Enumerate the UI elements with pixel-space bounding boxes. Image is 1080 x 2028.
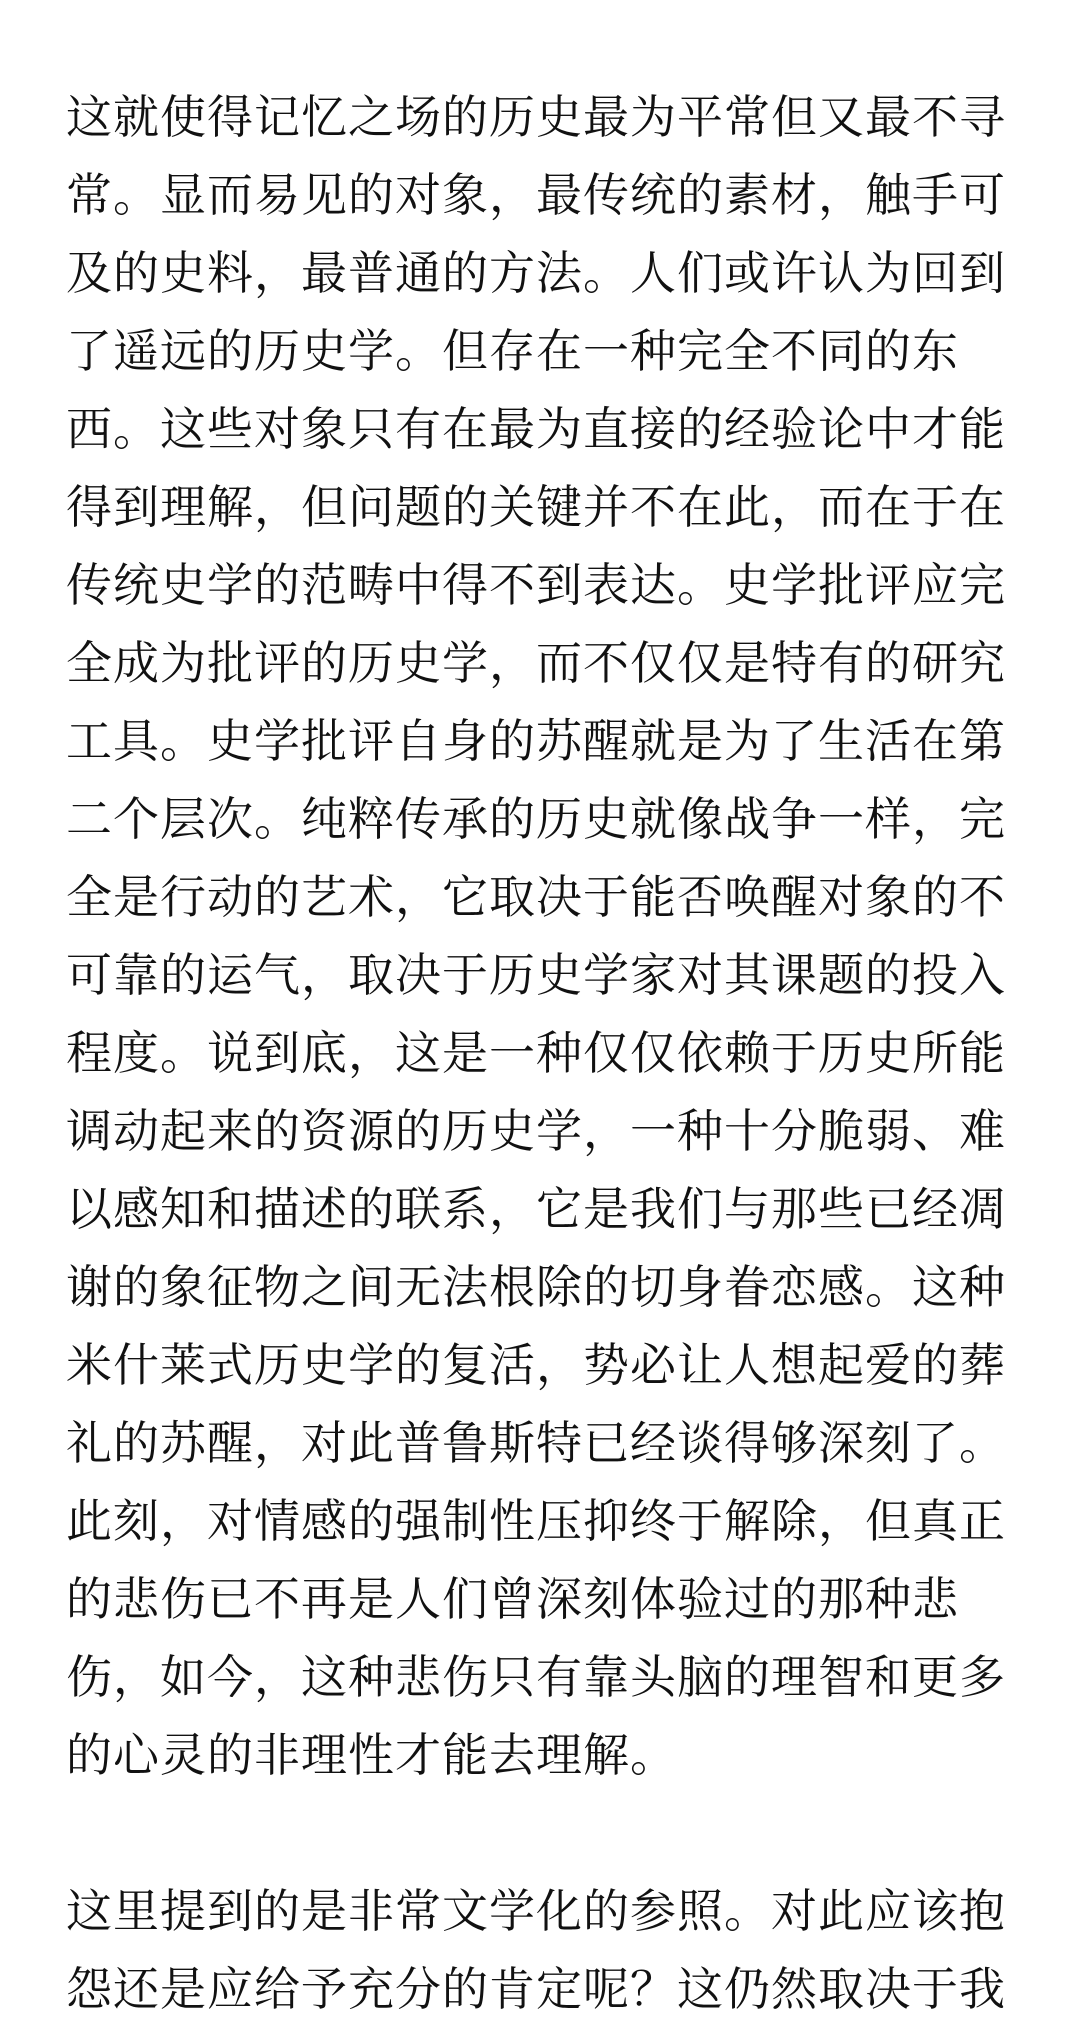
text-line: 怨还是应给予充分的肯定呢？这仍然取决于我 bbox=[66, 1962, 1006, 2016]
text-line: 了遥远的历史学。但存在一种完全不同的东 bbox=[66, 324, 959, 378]
text-line: 工具。史学批评自身的苏醒就是为了生活在第 bbox=[66, 714, 1006, 768]
text-line: 全是行动的艺术，它取决于能否唤醒对象的不 bbox=[66, 870, 1006, 924]
text-line: 调动起来的资源的历史学，一种十分脆弱、难 bbox=[66, 1104, 1006, 1158]
text-line: 这里提到的是非常文学化的参照。对此应该抱 bbox=[66, 1884, 1006, 1938]
text-line: 得到理解，但问题的关键并不在此，而在于在 bbox=[66, 480, 1006, 534]
text-line: 传统史学的范畴中得不到表达。史学批评应完 bbox=[66, 558, 1006, 612]
text-line: 这就使得记忆之场的历史最为平常但又最不寻 bbox=[66, 90, 1006, 144]
text-line: 程度。说到底，这是一种仅仅依赖于历史所能 bbox=[66, 1026, 1006, 1080]
text-line: 及的史料，最普通的方法。人们或许认为回到 bbox=[66, 246, 1006, 300]
article-text bbox=[66, 78, 1014, 2028]
text-line: 常。显而易见的对象，最传统的素材，触手可 bbox=[66, 168, 1006, 222]
paragraph-1 bbox=[66, 78, 1014, 1794]
text-line: 谢的象征物之间无法根除的切身眷恋感。这种 bbox=[66, 1260, 1006, 1314]
paragraph-2 bbox=[66, 1872, 1014, 2028]
paragraph-gap bbox=[66, 1794, 1014, 1872]
text-line: 二个层次。纯粹传承的历史就像战争一样，完 bbox=[66, 792, 1006, 846]
text-line: 以感知和描述的联系，它是我们与那些已经凋 bbox=[66, 1182, 1006, 1236]
text-line: 西。这些对象只有在最为直接的经验论中才能 bbox=[66, 402, 1006, 456]
text-line: 可靠的运气，取决于历史学家对其课题的投入 bbox=[66, 948, 1006, 1002]
text-line: 的悲伤已不再是人们曾深刻体验过的那种悲 bbox=[66, 1572, 959, 1626]
text-line: 礼的苏醒，对此普鲁斯特已经谈得够深刻了。 bbox=[66, 1416, 1006, 1470]
text-line: 全成为批评的历史学，而不仅仅是特有的研究 bbox=[66, 636, 1006, 690]
text-line: 米什莱式历史学的复活，势必让人想起爱的葬 bbox=[66, 1338, 1006, 1392]
text-line: 伤，如今，这种悲伤只有靠头脑的理智和更多 bbox=[66, 1650, 1006, 1704]
text-line: 的心灵的非理性才能去理解。 bbox=[66, 1728, 677, 1782]
text-line: 此刻，对情感的强制性压抑终于解除，但真正 bbox=[66, 1494, 1006, 1548]
